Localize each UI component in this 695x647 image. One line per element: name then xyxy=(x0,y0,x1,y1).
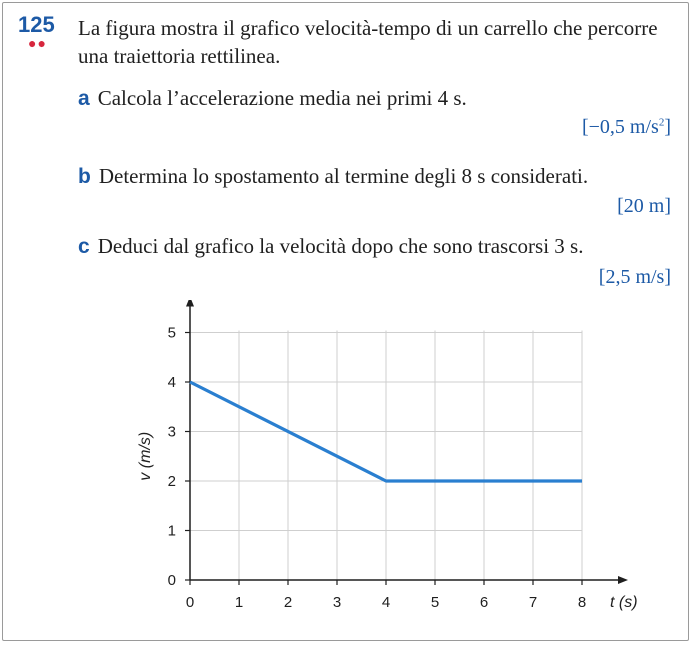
x-tick-label: 1 xyxy=(234,594,244,611)
y-tick-label: 5 xyxy=(167,324,176,342)
x-tick-label: 8 xyxy=(577,594,587,611)
question-letter: b xyxy=(78,165,91,188)
chart-ticks xyxy=(168,325,587,612)
exercise-number: 125 xyxy=(18,12,55,37)
x-tick-label: 6 xyxy=(479,594,489,611)
chart-grid xyxy=(190,331,582,581)
y-tick-label: 1 xyxy=(167,522,176,540)
chart-axes xyxy=(186,300,628,584)
answer-c: [2,5 m/s] xyxy=(598,266,671,288)
x-tick-label: 3 xyxy=(332,594,342,611)
y-tick-label: 3 xyxy=(167,423,176,441)
y-tick-label: 4 xyxy=(167,374,176,391)
question-b xyxy=(78,162,678,191)
answer-close: ] xyxy=(664,116,671,138)
x-axis-arrow-icon xyxy=(618,576,628,584)
answer-a xyxy=(582,116,671,139)
answer-main: [−0,5 m/s xyxy=(581,116,659,138)
question-c xyxy=(78,232,678,261)
x-tick-label: 5 xyxy=(430,594,440,611)
x-tick-label: 4 xyxy=(381,594,391,611)
y-tick-label: 2 xyxy=(167,473,176,490)
velocity-time-chart xyxy=(120,300,660,630)
difficulty-dots: ●● xyxy=(28,37,47,52)
exercise-stem: La figura mostra il grafico velocità-tempo di un carrello che percorre una traiettoria rettilinea. xyxy=(78,16,658,68)
question-text: Calcola l’accelerazione media nei primi 4 s. xyxy=(97,86,467,110)
x-tick-label: 0 xyxy=(185,594,195,611)
y-tick-label: 0 xyxy=(167,572,176,589)
question-text: Deduci dal grafico la velocità dopo che sono trascorsi 3 s. xyxy=(97,234,584,258)
question-text: Determina lo spostamento al termine degli 8 s considerati. xyxy=(98,164,589,188)
y-axis-label: v (m/s) xyxy=(137,431,154,481)
x-axis-label: t (s) xyxy=(610,594,638,611)
answer-b: [20 m] xyxy=(617,195,671,217)
x-tick-label: 7 xyxy=(528,594,538,611)
y-axis-arrow-icon xyxy=(186,300,194,307)
answer-exponent: 2 xyxy=(658,116,665,129)
question-a xyxy=(78,84,678,113)
question-letter: c xyxy=(78,235,90,258)
x-tick-label: 2 xyxy=(283,594,293,611)
question-letter: a xyxy=(78,87,90,110)
